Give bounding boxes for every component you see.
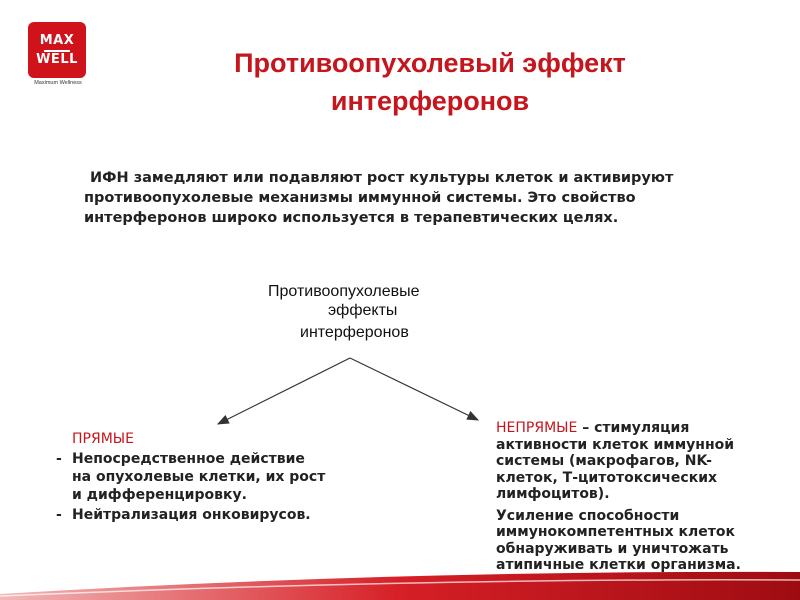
intro-line-3: интерферонов широко используется в терапевтических целях.	[84, 210, 619, 226]
indirect-heading: НЕПРЯМЫЕ	[496, 420, 578, 436]
indirect-line: иммунокомпетентных клеток	[496, 524, 735, 540]
logo-tagline: Maximum Wellness	[34, 80, 82, 86]
indirect-line: системы (макрофагов, NK-	[496, 453, 712, 469]
direct-heading: ПРЯМЫЕ	[72, 431, 134, 447]
item-line: на опухолевые клетки, их рост	[72, 469, 326, 485]
title-line-2: интерферонов	[330, 86, 530, 116]
list-item	[56, 506, 376, 524]
logo-line-2: WELL	[36, 52, 78, 67]
direct-effects	[56, 430, 376, 524]
indirect-line: лимфоцитов).	[496, 486, 610, 502]
intro-line-2: противоопухолевые механизмы иммунной системы. Это свойство	[84, 190, 636, 206]
indirect-line: клеток, Т-цитотоксических	[496, 469, 718, 486]
item-line: Нейтрализация онковирусов.	[72, 507, 311, 523]
indirect-first-line	[496, 420, 786, 437]
center-line-2: эффекты	[328, 302, 398, 319]
list-item	[56, 450, 376, 504]
item-line: и дифференцировку.	[72, 487, 247, 503]
indirect-line: обнаруживать и уничтожать	[496, 540, 729, 557]
center-line-3: интерферонов	[300, 324, 409, 341]
logo-line-1: MAX	[39, 33, 75, 48]
indirect-line-1-rest: – стимуляция	[577, 420, 690, 436]
indirect-line: Усиление способности	[496, 507, 680, 524]
indirect-effects	[496, 420, 786, 574]
intro-line-1: ИФН замедляют или подавляют рост культуры клеток и активируют	[90, 170, 674, 186]
title-line-1: Противоопухолевый эффект	[234, 48, 626, 78]
indirect-line: атипичные клетки организма.	[496, 557, 741, 573]
list-bullet: -	[56, 451, 62, 467]
indirect-line: активности клеток иммунной	[496, 436, 735, 453]
center-line-1: Противоопухолевые	[268, 283, 420, 300]
list-bullet: -	[56, 507, 62, 523]
arrow-right	[350, 358, 478, 420]
decorative-swoosh	[0, 560, 800, 600]
arrow-left	[218, 358, 350, 424]
item-line: Непосредственное действие	[72, 451, 305, 467]
